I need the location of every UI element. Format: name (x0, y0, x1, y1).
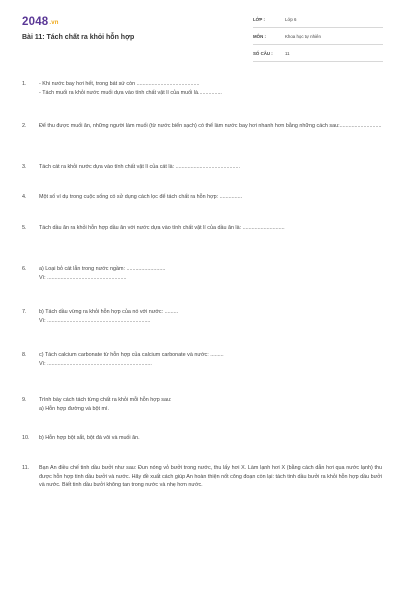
site-logo[interactable] (22, 16, 59, 28)
question-line: c) Tách calcium carbonate từ hỗn hợp của calcium carbonate và nước: ......... (39, 352, 224, 358)
question-text (39, 193, 382, 202)
meta-value: Khoa học tự nhiên (285, 34, 321, 39)
meta-row-subject (253, 32, 383, 45)
meta-info (253, 15, 383, 66)
question-number: 6. (22, 266, 27, 272)
question-line: - Tách muối ra khỏi nước muối dựa vào tính chất vật lí của muối là................ (39, 89, 222, 96)
question-number: 5. (22, 225, 27, 231)
question-line: a) Loại bỏ cát lẫn trong nước ngầm: .......................... (39, 266, 166, 272)
question-line: Vì: ..................................................................... (39, 317, 151, 324)
question-line: - Khi nước bay hơi hết, trong bát sứ còn .......................................... (39, 81, 200, 87)
question-line: Một số ví dụ trong cuộc sống có sử dụng cách lọc để tách chất ra hỗn hợp: ............... (39, 194, 243, 200)
logo-suffix: .vn (49, 20, 59, 26)
question-line: a) Hỗn hợp đường và bột mì. (39, 405, 110, 412)
question-text (39, 224, 382, 233)
meta-label: LỚP : (253, 17, 265, 22)
worksheet-header (0, 0, 400, 62)
meta-value: Lớp 6 (285, 17, 297, 22)
meta-row-count (253, 49, 383, 62)
meta-value: 11 (285, 51, 290, 56)
question-number: 1. (22, 81, 27, 87)
question-text (39, 80, 382, 97)
question-line: b) Tách dầu vừng ra khỏi hỗn hợp của nó với nước: ......... (39, 309, 179, 315)
question-line: b) Hỗn hợp bột sắt, bột đá vôi và muối ăn. (39, 435, 140, 441)
question-text (39, 122, 382, 131)
meta-label: MÔN : (253, 34, 266, 39)
question-line: Để thu được muối ăn, những người làm muối (từ nước biển sạch) có thể làm nước bay hơi nhanh hơn bằng những cách sau:............................ (39, 123, 382, 129)
question-text (39, 434, 382, 443)
question-line: Vì: ..................................................... (39, 274, 127, 281)
question-number: 8. (22, 352, 27, 358)
question-line: Tách cát ra khỏi nước dựa vào tính chất vật lí của cát là: ........................................... (39, 164, 241, 170)
question-number: 2. (22, 123, 27, 129)
question-text (39, 308, 382, 325)
question-text (39, 351, 382, 368)
question-line: Bạn An điều chế tinh dầu bưởi như sau: Đun nóng vỏ bưởi trong nước, thu lấy hơi X. Làm lạnh hơi X (bằng cách dẫn hơi qua nước lạnh) thu được hỗn hợp tinh dầu bưởi và nước. Hãy đề xuất cách giúp An hoàn thiện nốt công đoạn còn lại: tách tinh dầu bưởi ra khỏi hỗn hợp dầu bưởi và nước. Biết tinh dầu bưởi không tan trong nước và nhẹ hơn nước. (39, 465, 382, 489)
question-text (39, 464, 382, 490)
lesson-title: Bài 11: Tách chất ra khỏi hỗn hợp (22, 34, 135, 41)
question-text (39, 265, 382, 282)
question-number: 7. (22, 309, 27, 315)
question-number: 10. (22, 435, 30, 441)
question-line: Vì: ...................................................................... (39, 360, 152, 367)
meta-label: SỐ CÂU : (253, 51, 273, 56)
question-number: 9. (22, 397, 27, 403)
logo-text: 2048 (22, 16, 49, 28)
question-number: 3. (22, 164, 27, 170)
question-number: 11. (22, 465, 30, 471)
question-text (39, 163, 382, 172)
meta-row-grade (253, 15, 383, 28)
question-line: Tách dầu ăn ra khỏi hỗn hợp dầu ăn với nước dựa vào tính chất vật lí của dầu ăn là: ............................ (39, 225, 285, 231)
question-line: Trình bày cách tách từng chất ra khỏi mỗi hỗn hợp sau: (39, 397, 172, 403)
question-text (39, 396, 382, 413)
question-number: 4. (22, 194, 27, 200)
